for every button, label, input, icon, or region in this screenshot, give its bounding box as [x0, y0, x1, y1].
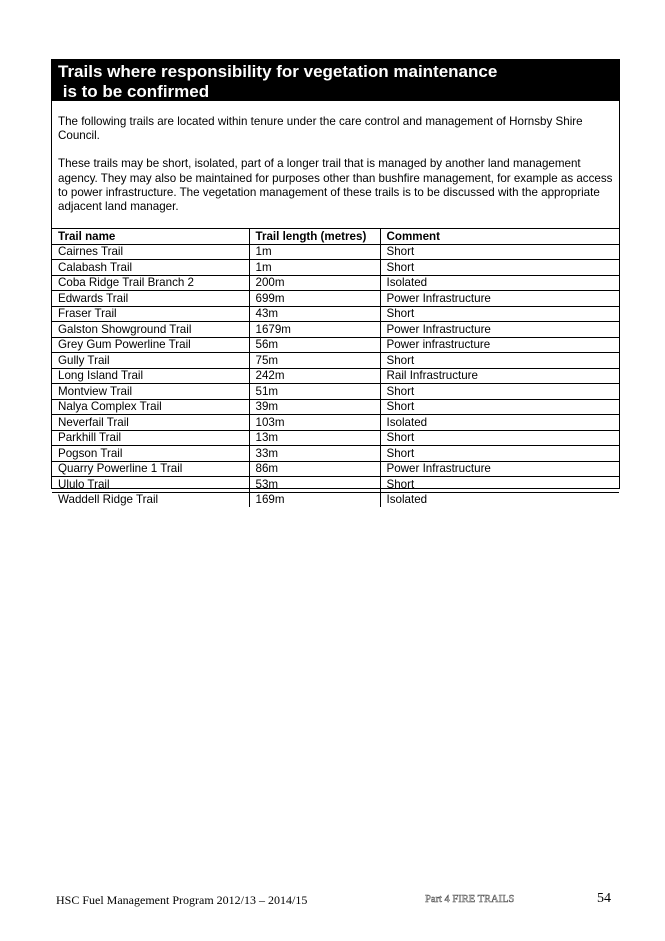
trail-name-cell: Neverfail Trail: [52, 415, 249, 431]
table-row: [52, 446, 619, 462]
trail-length-cell: 1m: [249, 260, 380, 276]
table-row: [52, 368, 619, 384]
trail-name-cell: Montview Trail: [52, 384, 249, 400]
trail-length-cell: 1679m: [249, 322, 380, 338]
trail-name-cell: Calabash Trail: [52, 260, 249, 276]
trail-length-cell: 33m: [249, 446, 380, 462]
trail-comment-cell: Power infrastructure: [380, 337, 619, 353]
trail-length-cell: 242m: [249, 368, 380, 384]
trail-comment-cell: Isolated: [380, 415, 619, 431]
page-number: 54: [597, 891, 611, 906]
table-row: [52, 291, 619, 307]
trail-name-cell: Galston Showground Trail: [52, 322, 249, 338]
column-header-trail-length: Trail length (metres): [249, 229, 380, 245]
trails-table: [52, 228, 619, 507]
footer-part-label: Part 4 FIRE TRAILS: [425, 894, 515, 905]
intro-paragraph: The following trails are located within tenure under the care control and management of Hornsby Shire Council.: [58, 115, 583, 143]
table-row: [52, 275, 619, 291]
trail-length-cell: 200m: [249, 275, 380, 291]
table-row: [52, 244, 619, 260]
trail-name-cell: Gully Trail: [52, 353, 249, 369]
trail-comment-cell: Short: [380, 260, 619, 276]
trail-length-cell: 39m: [249, 399, 380, 415]
table-row: [52, 461, 619, 477]
table-row: [52, 337, 619, 353]
trail-comment-cell: Power Infrastructure: [380, 291, 619, 307]
column-header-trail-name: Trail name: [52, 229, 249, 245]
trail-length-cell: 75m: [249, 353, 380, 369]
table-row: [52, 477, 619, 493]
trail-name-cell: Fraser Trail: [52, 306, 249, 322]
trail-name-cell: Quarry Powerline 1 Trail: [52, 461, 249, 477]
section-title-line-2: is to be confirmed: [58, 82, 210, 101]
trail-name-cell: Pogson Trail: [52, 446, 249, 462]
page-footer: [56, 891, 611, 909]
trail-length-cell: 103m: [249, 415, 380, 431]
trail-length-cell: 56m: [249, 337, 380, 353]
trail-comment-cell: Short: [380, 446, 619, 462]
trail-comment-cell: Short: [380, 430, 619, 446]
trail-length-cell: 51m: [249, 384, 380, 400]
section-heading: [52, 60, 619, 101]
trail-name-cell: Ululo Trail: [52, 477, 249, 493]
table-row: [52, 260, 619, 276]
table-row: [52, 322, 619, 338]
trail-name-cell: Long Island Trail: [52, 368, 249, 384]
table-row: [52, 353, 619, 369]
trail-name-cell: Nalya Complex Trail: [52, 399, 249, 415]
trail-name-cell: Cairnes Trail: [52, 244, 249, 260]
details-paragraph: These trails may be short, isolated, part of a longer trail that is managed by another land management agency. They may also be maintained for purposes other than bushfire management, for example as access to power infrastructure. The vegetation management of these trails is to be discussed with the appropriate adjacent land manager.: [58, 157, 613, 214]
trail-length-cell: 43m: [249, 306, 380, 322]
trail-comment-cell: Short: [380, 477, 619, 493]
table-row: [52, 384, 619, 400]
trail-name-cell: Parkhill Trail: [52, 430, 249, 446]
section-title-line-1: Trails where responsibility for vegetation maintenance: [58, 62, 498, 81]
table-row: [52, 492, 619, 507]
table-row: [52, 415, 619, 431]
table-row: [52, 399, 619, 415]
trail-comment-cell: Isolated: [380, 492, 619, 507]
footer-document-title: HSC Fuel Management Program 2012/13 – 2014/15: [56, 893, 308, 907]
trail-comment-cell: Short: [380, 399, 619, 415]
trail-comment-cell: Short: [380, 353, 619, 369]
trail-comment-cell: Short: [380, 384, 619, 400]
column-header-comment: Comment: [380, 229, 619, 245]
trail-comment-cell: Rail Infrastructure: [380, 368, 619, 384]
trail-name-cell: Coba Ridge Trail Branch 2: [52, 275, 249, 291]
trail-length-cell: 169m: [249, 492, 380, 507]
section-body: [52, 101, 619, 214]
table-row: [52, 430, 619, 446]
trail-length-cell: 699m: [249, 291, 380, 307]
trail-comment-cell: Isolated: [380, 275, 619, 291]
trail-comment-cell: Short: [380, 244, 619, 260]
trail-name-cell: Grey Gum Powerline Trail: [52, 337, 249, 353]
trail-comment-cell: Power Infrastructure: [380, 461, 619, 477]
trail-length-cell: 1m: [249, 244, 380, 260]
trails-section: [51, 59, 620, 507]
table-row: [52, 306, 619, 322]
trail-length-cell: 53m: [249, 477, 380, 493]
trail-comment-cell: Short: [380, 306, 619, 322]
trail-length-cell: 13m: [249, 430, 380, 446]
table-header-row: [52, 229, 619, 245]
trail-name-cell: Edwards Trail: [52, 291, 249, 307]
trail-length-cell: 86m: [249, 461, 380, 477]
trail-name-cell: Waddell Ridge Trail: [52, 492, 249, 507]
trail-comment-cell: Power Infrastructure: [380, 322, 619, 338]
